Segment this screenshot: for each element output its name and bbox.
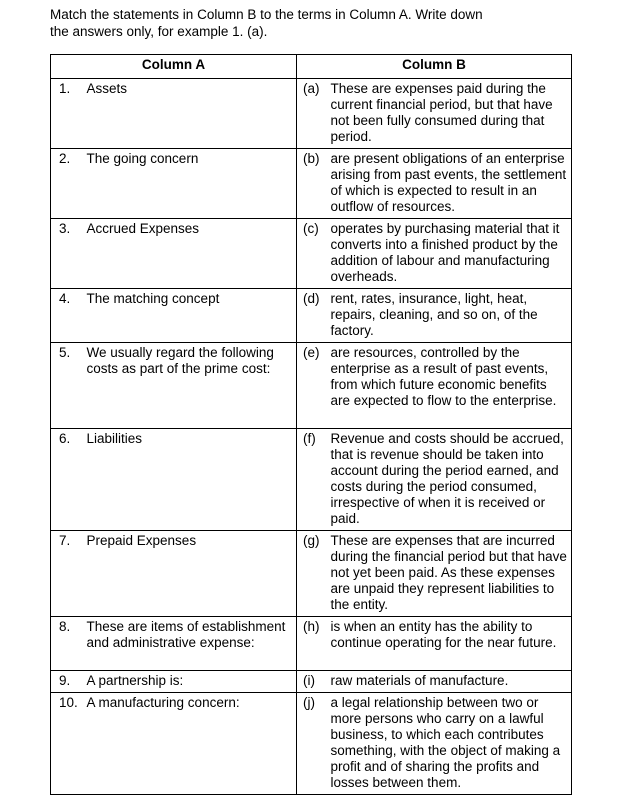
row-letter: (h) [297, 617, 331, 671]
column-a-header: Column A [51, 55, 297, 79]
column-b-statement: are present obligations of an enterprise arising from past events, the settlement of which is expected to result in an outflow of resources. [331, 149, 572, 219]
table-row [51, 343, 572, 429]
row-number: 6. [51, 429, 87, 531]
column-a-term: The matching concept [87, 289, 297, 343]
table-row [51, 79, 572, 149]
column-b-header: Column B [297, 55, 572, 79]
row-letter: (f) [297, 429, 331, 531]
column-a-term: Liabilities [87, 429, 297, 531]
row-number: 4. [51, 289, 87, 343]
column-a-term: A partnership is: [87, 671, 297, 693]
matching-table [50, 54, 572, 795]
row-number: 1. [51, 79, 87, 149]
row-letter: (i) [297, 671, 331, 693]
row-number: 3. [51, 219, 87, 289]
column-b-statement: operates by purchasing material that it converts into a finished product by the addition of labour and manufacturing overheads. [331, 219, 572, 289]
row-letter: (g) [297, 531, 331, 617]
table-row [51, 429, 572, 531]
column-a-term: Assets [87, 79, 297, 149]
table-row [51, 671, 572, 693]
row-number: 10. [51, 693, 87, 795]
column-b-statement: These are expenses paid during the current financial period, but that have not been fully consumed during that period. [331, 79, 572, 149]
column-a-term: The going concern [87, 149, 297, 219]
column-a-term: Accrued Expenses [87, 219, 297, 289]
column-b-statement: rent, rates, insurance, light, heat, repairs, cleaning, and so on, of the factory. [331, 289, 572, 343]
row-number: 9. [51, 671, 87, 693]
row-number: 8. [51, 617, 87, 671]
column-b-statement: is when an entity has the ability to continue operating for the near future. [331, 617, 572, 671]
row-number: 7. [51, 531, 87, 617]
column-b-statement: raw materials of manufacture. [331, 671, 572, 693]
row-number: 5. [51, 343, 87, 429]
column-b-statement: These are expenses that are incurred during the financial period but that have not yet been paid. As these expenses are unpaid they represent liabilities to the entity. [331, 531, 572, 617]
table-row [51, 289, 572, 343]
table-header-row [51, 55, 572, 79]
column-a-term: We usually regard the following costs as part of the prime cost: [87, 343, 297, 429]
row-letter: (d) [297, 289, 331, 343]
row-letter: (b) [297, 149, 331, 219]
table-row [51, 531, 572, 617]
column-b-statement: are resources, controlled by the enterprise as a result of past events, from which future economic benefits are expected to flow to the enterprise. [331, 343, 572, 429]
column-b-statement: a legal relationship between two or more persons who carry on a lawful business, to which each contributes something, with the object of making a profit and of sharing the profits and losses between them. [331, 693, 572, 795]
column-a-term: Prepaid Expenses [87, 531, 297, 617]
row-letter: (j) [297, 693, 331, 795]
row-letter: (c) [297, 219, 331, 289]
row-letter: (a) [297, 79, 331, 149]
instructions-text: Match the statements in Column B to the terms in Column A. Write down the answers only, for example 1. (a). [50, 7, 483, 39]
column-a-term: These are items of establishment and administrative expense: [87, 617, 297, 671]
table-row [51, 219, 572, 289]
table-row [51, 693, 572, 795]
column-b-statement: Revenue and costs should be accrued, that is revenue should be taken into account during the period earned, and costs during the period consumed, irrespective of when it is received or paid. [331, 429, 572, 531]
column-a-term: A manufacturing concern: [87, 693, 297, 795]
table-row [51, 149, 572, 219]
row-number: 2. [51, 149, 87, 219]
row-letter: (e) [297, 343, 331, 429]
table-row [51, 617, 572, 671]
